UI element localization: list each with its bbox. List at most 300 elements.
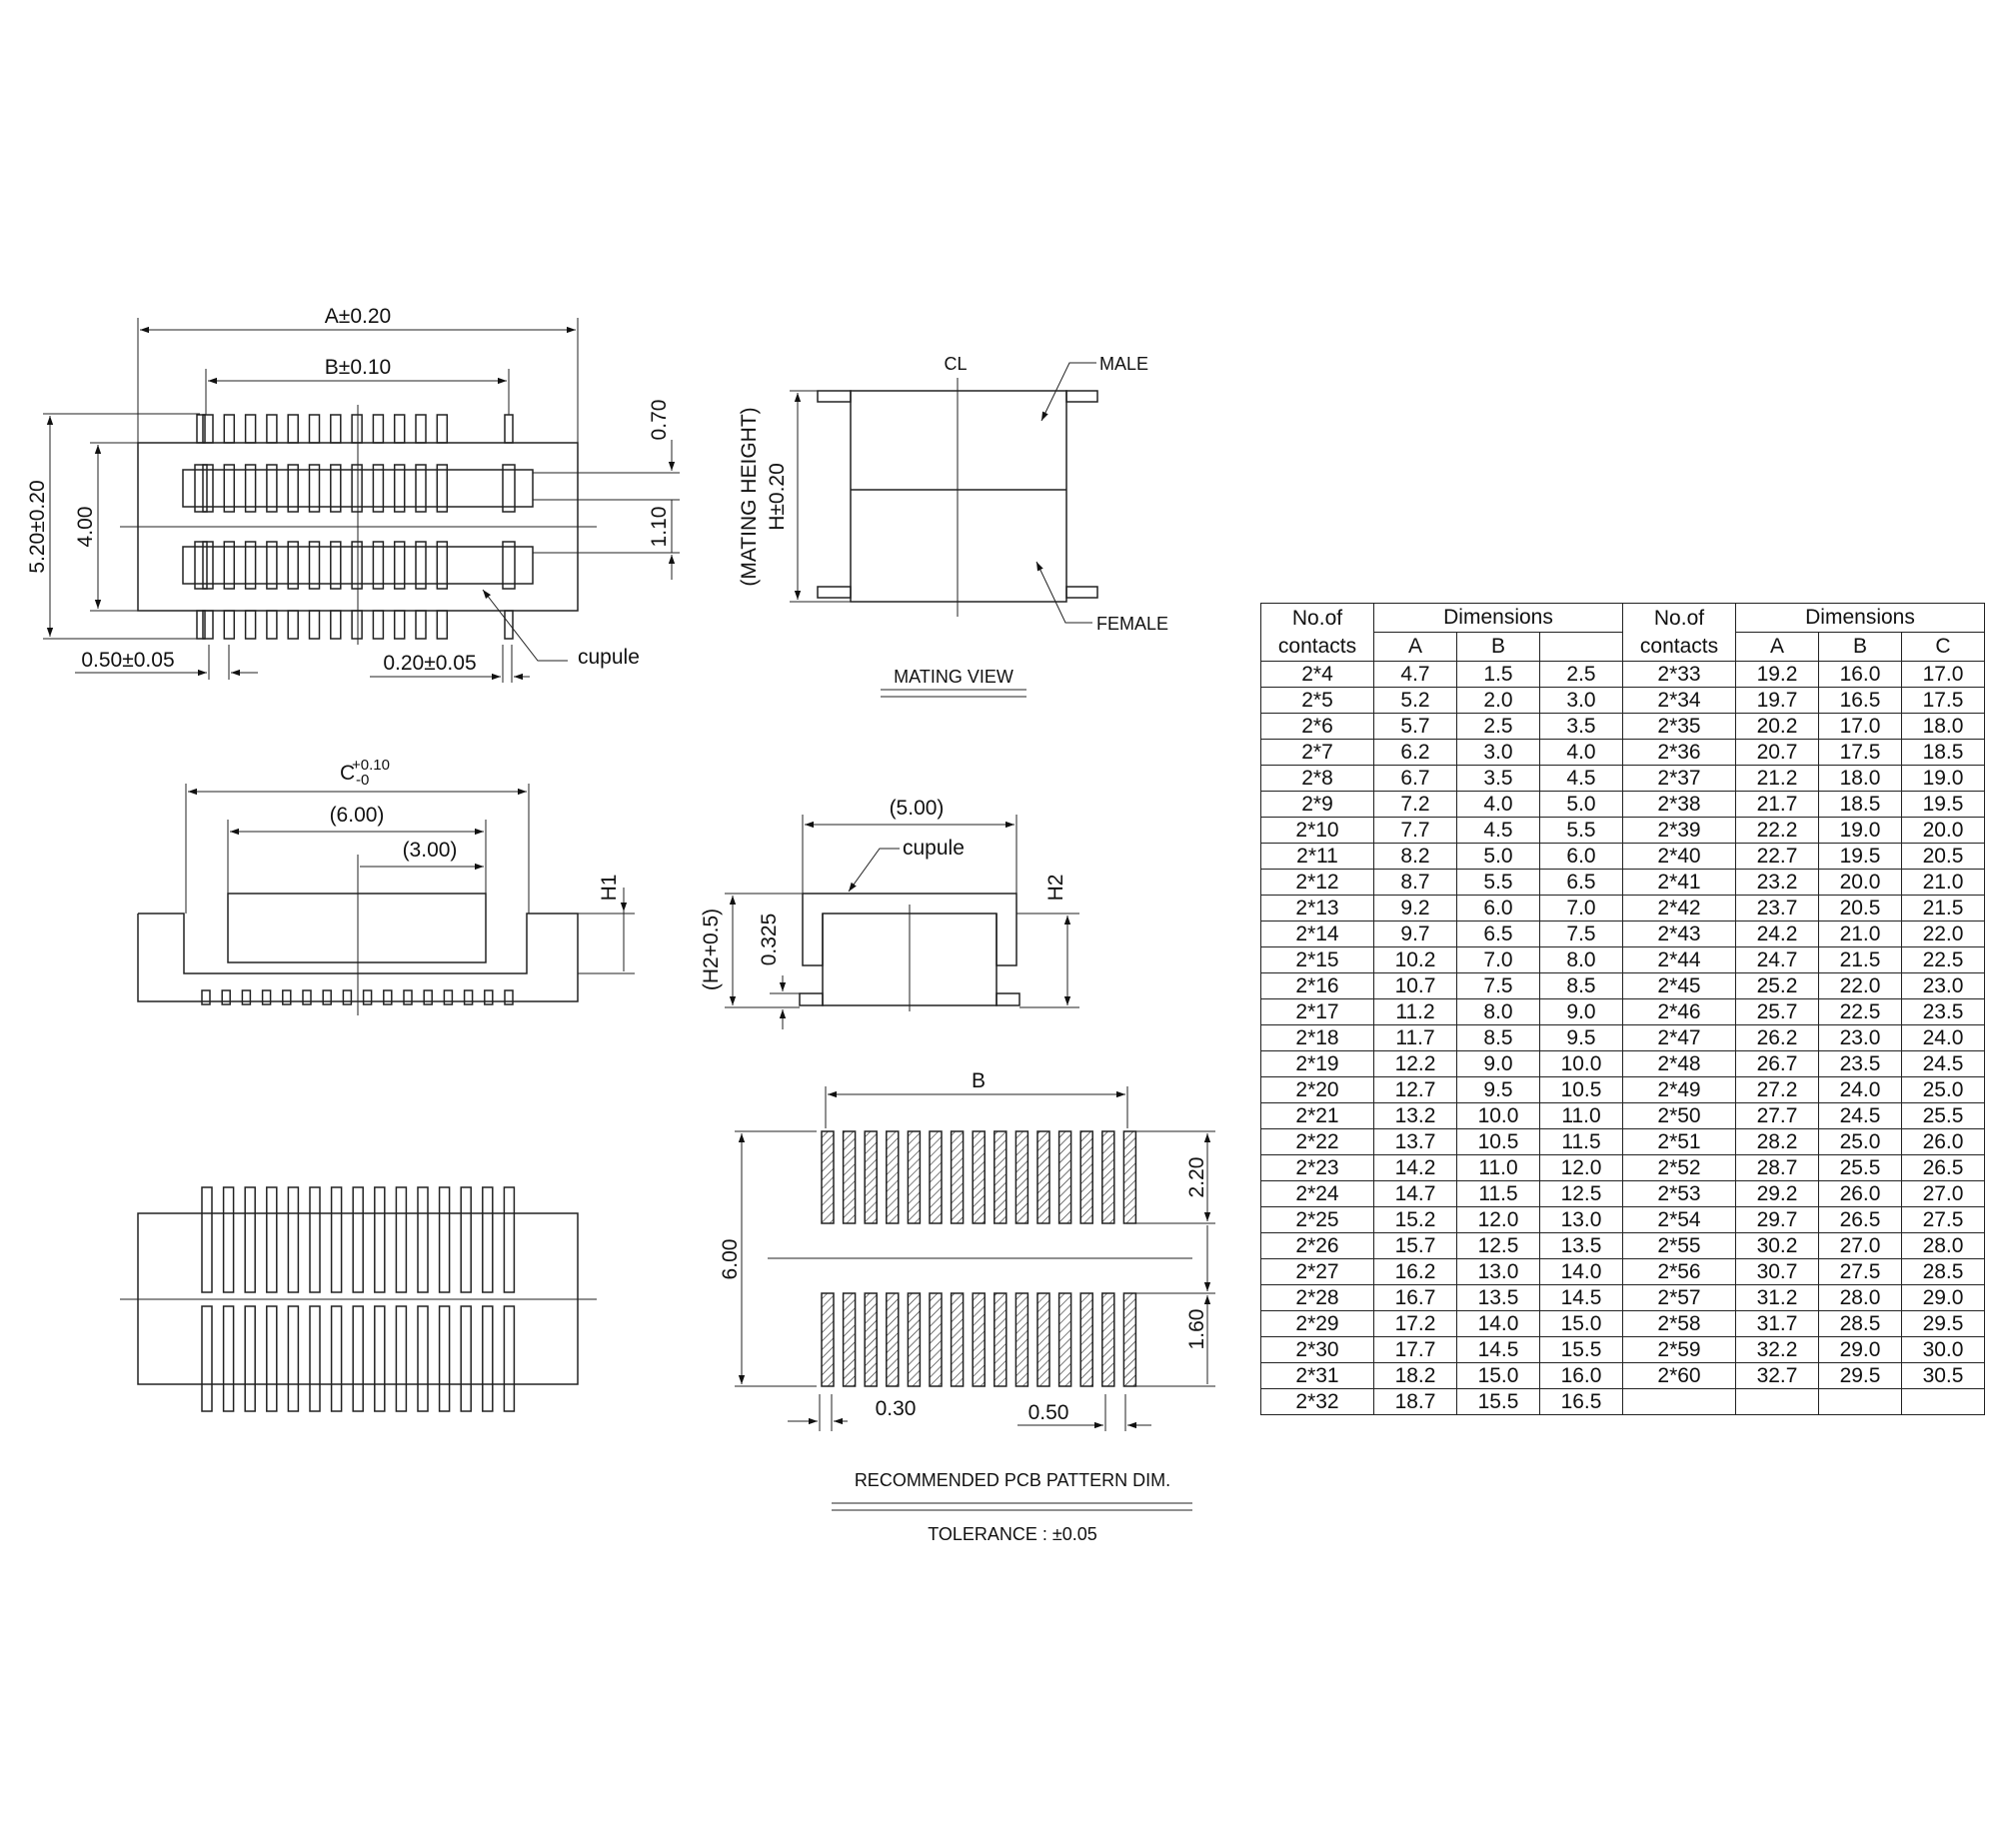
table-cell: 2*11 bbox=[1261, 844, 1374, 870]
table-cell: 26.0 bbox=[1819, 1181, 1902, 1207]
table-cell: 27.0 bbox=[1819, 1233, 1902, 1259]
table-cell: 10.7 bbox=[1374, 973, 1457, 999]
bottom-pin bbox=[202, 1187, 212, 1292]
bottom-pin bbox=[418, 1306, 428, 1411]
table-cell: 24.0 bbox=[1819, 1077, 1902, 1103]
table-cell: 13.0 bbox=[1540, 1207, 1623, 1233]
table-cell: 2*19 bbox=[1261, 1051, 1374, 1077]
table-cell: 1.5 bbox=[1457, 662, 1540, 688]
table-cell: 9.2 bbox=[1374, 896, 1457, 922]
table-cell: 7.2 bbox=[1374, 792, 1457, 818]
table-cell bbox=[1902, 1389, 1985, 1415]
header-contacts-left: No.of contacts bbox=[1261, 604, 1374, 662]
table-row bbox=[1261, 922, 1985, 947]
table-cell: 22.0 bbox=[1819, 973, 1902, 999]
bottom-pin bbox=[224, 1306, 234, 1411]
table-cell: 2*15 bbox=[1261, 947, 1374, 973]
table-cell: 22.5 bbox=[1819, 999, 1902, 1025]
table-cell: 2*51 bbox=[1623, 1129, 1736, 1155]
top-pin bbox=[437, 415, 447, 443]
table-cell: 25.0 bbox=[1902, 1077, 1985, 1103]
table-cell: 24.5 bbox=[1902, 1051, 1985, 1077]
table-row bbox=[1261, 1025, 1985, 1051]
table-row bbox=[1261, 1103, 1985, 1129]
top-contact bbox=[416, 542, 426, 589]
table-cell: 25.7 bbox=[1736, 999, 1819, 1025]
header-col-c-left bbox=[1540, 633, 1623, 662]
h2-label: H2 bbox=[1044, 874, 1067, 902]
table-cell: 17.0 bbox=[1819, 714, 1902, 740]
pcb-pad bbox=[1059, 1131, 1071, 1223]
top-contact bbox=[224, 542, 234, 589]
bottom-pin bbox=[353, 1306, 363, 1411]
top-pin bbox=[416, 611, 426, 639]
header-col-b-right: B bbox=[1819, 633, 1902, 662]
table-cell: 2*29 bbox=[1261, 1311, 1374, 1337]
header-col-b-left: B bbox=[1457, 633, 1540, 662]
table-cell: 2*59 bbox=[1623, 1337, 1736, 1363]
table-cell: 20.0 bbox=[1819, 870, 1902, 896]
table-cell: 23.5 bbox=[1819, 1051, 1902, 1077]
female-label: FEMALE bbox=[1096, 614, 1169, 634]
pcb-pad bbox=[952, 1131, 964, 1223]
table-cell: 7.0 bbox=[1540, 896, 1623, 922]
table-cell: 27.5 bbox=[1819, 1259, 1902, 1285]
pcb-pad bbox=[930, 1293, 942, 1386]
table-cell: 22.2 bbox=[1736, 818, 1819, 844]
side-pin bbox=[242, 990, 250, 1004]
side-view bbox=[138, 784, 635, 1015]
bottom-pin bbox=[353, 1187, 363, 1292]
table-cell: 32.2 bbox=[1736, 1337, 1819, 1363]
side-pin bbox=[465, 990, 473, 1004]
top-pin bbox=[416, 415, 426, 443]
table-cell: 2*6 bbox=[1261, 714, 1374, 740]
table-cell: 15.7 bbox=[1374, 1233, 1457, 1259]
table-cell: 2*38 bbox=[1623, 792, 1736, 818]
table-cell: 16.5 bbox=[1819, 688, 1902, 714]
table-cell: 21.7 bbox=[1736, 792, 1819, 818]
table-cell: 10.0 bbox=[1457, 1103, 1540, 1129]
table-cell: 2.5 bbox=[1457, 714, 1540, 740]
table-cell: 2*28 bbox=[1261, 1285, 1374, 1311]
top-end-contact bbox=[195, 465, 207, 512]
top-contact bbox=[416, 465, 426, 512]
table-cell: 2*35 bbox=[1623, 714, 1736, 740]
pcb-pad bbox=[1037, 1131, 1049, 1223]
mating-height-label: (MATING HEIGHT) bbox=[738, 407, 761, 587]
header-dimensions-left: Dimensions bbox=[1374, 604, 1623, 633]
table-cell: 32.7 bbox=[1736, 1363, 1819, 1389]
pcb-pad bbox=[844, 1131, 856, 1223]
header-col-c-right: C bbox=[1902, 633, 1985, 662]
table-cell: 22.7 bbox=[1736, 844, 1819, 870]
table-cell: 2.5 bbox=[1540, 662, 1623, 688]
table-cell: 8.2 bbox=[1374, 844, 1457, 870]
dim-a-label: A±0.20 bbox=[324, 305, 392, 328]
pcb-pad bbox=[1080, 1131, 1092, 1223]
table-cell: 6.7 bbox=[1374, 766, 1457, 792]
table-cell: 31.7 bbox=[1736, 1311, 1819, 1337]
cupule-label-end: cupule bbox=[903, 837, 965, 860]
table-cell: 25.2 bbox=[1736, 973, 1819, 999]
table-cell: 6.5 bbox=[1457, 922, 1540, 947]
table-cell: 2*36 bbox=[1623, 740, 1736, 766]
table-cell: 8.5 bbox=[1457, 1025, 1540, 1051]
table-cell: 5.0 bbox=[1540, 792, 1623, 818]
table-cell: 17.0 bbox=[1902, 662, 1985, 688]
table-cell: 13.7 bbox=[1374, 1129, 1457, 1155]
dim-400-label: 4.00 bbox=[74, 506, 97, 548]
table-row bbox=[1261, 766, 1985, 792]
pcb-pad bbox=[952, 1293, 964, 1386]
table-cell: 12.0 bbox=[1540, 1155, 1623, 1181]
table-cell: 2*7 bbox=[1261, 740, 1374, 766]
table-row bbox=[1261, 1181, 1985, 1207]
table-cell: 2*46 bbox=[1623, 999, 1736, 1025]
table-cell: 30.2 bbox=[1736, 1233, 1819, 1259]
table-row bbox=[1261, 1363, 1985, 1389]
top-contact bbox=[310, 465, 320, 512]
side-pin bbox=[444, 990, 452, 1004]
table-cell: 12.5 bbox=[1457, 1233, 1540, 1259]
table-cell: 18.5 bbox=[1819, 792, 1902, 818]
pcb-pad bbox=[887, 1131, 899, 1223]
table-cell: 17.5 bbox=[1819, 740, 1902, 766]
table-cell: 18.0 bbox=[1819, 766, 1902, 792]
table-cell: 2*33 bbox=[1623, 662, 1736, 688]
table-cell: 10.5 bbox=[1457, 1129, 1540, 1155]
table-cell: 2*56 bbox=[1623, 1259, 1736, 1285]
table-cell: 18.7 bbox=[1374, 1389, 1457, 1415]
table-row bbox=[1261, 1207, 1985, 1233]
top-pin bbox=[310, 611, 320, 639]
table-cell: 4.0 bbox=[1457, 792, 1540, 818]
table-cell: 4.0 bbox=[1540, 740, 1623, 766]
top-pin bbox=[352, 611, 362, 639]
table-cell: 29.0 bbox=[1902, 1285, 1985, 1311]
dim-c-label: C bbox=[340, 762, 356, 785]
table-cell: 14.2 bbox=[1374, 1155, 1457, 1181]
table-cell: 18.5 bbox=[1902, 740, 1985, 766]
top-contact bbox=[395, 542, 405, 589]
table-cell: 15.2 bbox=[1374, 1207, 1457, 1233]
table-cell: 2*30 bbox=[1261, 1337, 1374, 1363]
table-cell: 8.7 bbox=[1374, 870, 1457, 896]
pcb-pad bbox=[1102, 1293, 1114, 1386]
top-pin bbox=[331, 611, 341, 639]
pcb-pattern-view bbox=[735, 1086, 1215, 1510]
table-cell: 27.2 bbox=[1736, 1077, 1819, 1103]
table-cell: 24.7 bbox=[1736, 947, 1819, 973]
table-cell: 29.2 bbox=[1736, 1181, 1819, 1207]
side-pin bbox=[263, 990, 271, 1004]
top-end-contact bbox=[195, 542, 207, 589]
top-contact bbox=[267, 542, 277, 589]
bottom-pin bbox=[245, 1306, 255, 1411]
table-cell: 2*25 bbox=[1261, 1207, 1374, 1233]
bottom-pin bbox=[396, 1306, 406, 1411]
table-row bbox=[1261, 1051, 1985, 1077]
top-contact bbox=[267, 465, 277, 512]
side-pin bbox=[343, 990, 351, 1004]
table-row bbox=[1261, 1259, 1985, 1285]
table-cell: 26.5 bbox=[1819, 1207, 1902, 1233]
top-end-contact bbox=[503, 542, 515, 589]
table-cell: 27.0 bbox=[1902, 1181, 1985, 1207]
table-cell: 5.5 bbox=[1540, 818, 1623, 844]
cupule-label-top: cupule bbox=[578, 646, 640, 669]
side-pin bbox=[323, 990, 331, 1004]
h2-plus-label: (H2+0.5) bbox=[700, 908, 723, 991]
table-row bbox=[1261, 662, 1985, 688]
bottom-pin bbox=[440, 1306, 450, 1411]
table-cell: 15.0 bbox=[1457, 1363, 1540, 1389]
table-cell: 26.0 bbox=[1902, 1129, 1985, 1155]
table-cell: 2*50 bbox=[1623, 1103, 1736, 1129]
table-cell: 2*60 bbox=[1623, 1363, 1736, 1389]
side-pin bbox=[222, 990, 230, 1004]
table-cell: 2*8 bbox=[1261, 766, 1374, 792]
table-cell: 2*40 bbox=[1623, 844, 1736, 870]
table-cell: 21.5 bbox=[1902, 896, 1985, 922]
table-cell: 21.2 bbox=[1736, 766, 1819, 792]
table-cell: 30.0 bbox=[1902, 1337, 1985, 1363]
table-cell: 23.0 bbox=[1902, 973, 1985, 999]
table-cell: 24.5 bbox=[1819, 1103, 1902, 1129]
pcb-pad bbox=[995, 1293, 1006, 1386]
top-pin bbox=[246, 611, 256, 639]
table-cell: 28.0 bbox=[1819, 1285, 1902, 1311]
table-cell: 11.2 bbox=[1374, 999, 1457, 1025]
top-pin bbox=[267, 415, 277, 443]
pcb-pad bbox=[973, 1293, 985, 1386]
table-cell: 2*57 bbox=[1623, 1285, 1736, 1311]
table-cell: 2*55 bbox=[1623, 1233, 1736, 1259]
table-cell: 2*43 bbox=[1623, 922, 1736, 947]
table-cell: 11.0 bbox=[1457, 1155, 1540, 1181]
top-contact bbox=[437, 542, 447, 589]
bottom-pin bbox=[267, 1306, 277, 1411]
table-cell: 2*54 bbox=[1623, 1207, 1736, 1233]
table-cell: 23.5 bbox=[1902, 999, 1985, 1025]
bottom-pin bbox=[375, 1306, 385, 1411]
table-cell: 2*22 bbox=[1261, 1129, 1374, 1155]
pcb-pad bbox=[973, 1131, 985, 1223]
top-contact bbox=[288, 542, 298, 589]
table-cell: 20.5 bbox=[1819, 896, 1902, 922]
top-pin bbox=[246, 415, 256, 443]
table-cell: 2*37 bbox=[1623, 766, 1736, 792]
table-cell: 2*5 bbox=[1261, 688, 1374, 714]
table-cell: 6.2 bbox=[1374, 740, 1457, 766]
top-contact bbox=[224, 465, 234, 512]
bottom-pin bbox=[288, 1187, 298, 1292]
table-cell: 2*18 bbox=[1261, 1025, 1374, 1051]
table-cell: 3.0 bbox=[1457, 740, 1540, 766]
table-cell: 24.0 bbox=[1902, 1025, 1985, 1051]
table-cell: 16.7 bbox=[1374, 1285, 1457, 1311]
top-contact bbox=[203, 542, 213, 589]
table-cell: 29.5 bbox=[1902, 1311, 1985, 1337]
table-cell: 28.0 bbox=[1902, 1233, 1985, 1259]
table-cell: 25.5 bbox=[1902, 1103, 1985, 1129]
table-cell: 21.5 bbox=[1819, 947, 1902, 973]
table-cell: 2*16 bbox=[1261, 973, 1374, 999]
bottom-pin bbox=[332, 1187, 342, 1292]
table-cell: 30.5 bbox=[1902, 1363, 1985, 1389]
table-row bbox=[1261, 688, 1985, 714]
dim-160-pcb-label: 1.60 bbox=[1185, 1308, 1208, 1350]
table-cell: 10.2 bbox=[1374, 947, 1457, 973]
side-pin bbox=[485, 990, 493, 1004]
top-pin bbox=[373, 415, 383, 443]
dim-050-label: 0.50±0.05 bbox=[81, 649, 175, 672]
dim-c-minus-label: -0 bbox=[356, 772, 370, 789]
table-cell: 25.0 bbox=[1819, 1129, 1902, 1155]
pcb-pad bbox=[1037, 1293, 1049, 1386]
top-end-pin bbox=[197, 415, 205, 443]
table-cell: 17.5 bbox=[1902, 688, 1985, 714]
table-cell: 20.0 bbox=[1902, 818, 1985, 844]
table-cell: 2*17 bbox=[1261, 999, 1374, 1025]
table-row bbox=[1261, 1285, 1985, 1311]
table-cell: 14.5 bbox=[1457, 1337, 1540, 1363]
table-cell: 13.5 bbox=[1540, 1233, 1623, 1259]
table-cell: 20.5 bbox=[1902, 844, 1985, 870]
top-contact bbox=[395, 465, 405, 512]
table-cell: 12.5 bbox=[1540, 1181, 1623, 1207]
pcb-pad bbox=[908, 1131, 920, 1223]
mating-view-title: MATING VIEW bbox=[894, 667, 1013, 687]
table-cell: 2*9 bbox=[1261, 792, 1374, 818]
top-end-pin bbox=[197, 611, 205, 639]
table-cell: 10.5 bbox=[1540, 1077, 1623, 1103]
table-cell: 22.0 bbox=[1902, 922, 1985, 947]
table-cell: 3.5 bbox=[1457, 766, 1540, 792]
table-cell: 2*27 bbox=[1261, 1259, 1374, 1285]
table-cell: 2*4 bbox=[1261, 662, 1374, 688]
top-contact bbox=[246, 465, 256, 512]
table-cell: 7.5 bbox=[1540, 922, 1623, 947]
table-cell bbox=[1623, 1389, 1736, 1415]
pcb-pad bbox=[887, 1293, 899, 1386]
header-contacts-right: No.of contacts bbox=[1623, 604, 1736, 662]
table-cell: 5.5 bbox=[1457, 870, 1540, 896]
table-cell: 23.2 bbox=[1736, 870, 1819, 896]
centerline-label: CL bbox=[944, 354, 968, 374]
table-cell bbox=[1819, 1389, 1902, 1415]
pcb-pad bbox=[822, 1293, 834, 1386]
top-pin bbox=[352, 415, 362, 443]
side-pin bbox=[424, 990, 432, 1004]
pcb-pad bbox=[930, 1131, 942, 1223]
table-row bbox=[1261, 714, 1985, 740]
dim-300-side-label: (3.00) bbox=[402, 839, 458, 862]
table-cell: 5.7 bbox=[1374, 714, 1457, 740]
pcb-pad bbox=[1015, 1293, 1027, 1386]
table-cell: 19.0 bbox=[1819, 818, 1902, 844]
top-end-pin bbox=[505, 415, 513, 443]
table-cell: 3.5 bbox=[1540, 714, 1623, 740]
table-cell: 2*52 bbox=[1623, 1155, 1736, 1181]
bottom-pin bbox=[418, 1187, 428, 1292]
table-cell: 20.2 bbox=[1736, 714, 1819, 740]
bottom-pin bbox=[504, 1187, 514, 1292]
table-cell: 14.7 bbox=[1374, 1181, 1457, 1207]
table-cell: 16.0 bbox=[1819, 662, 1902, 688]
pcb-pad bbox=[865, 1131, 877, 1223]
table-cell: 27.5 bbox=[1902, 1207, 1985, 1233]
top-end-pin bbox=[505, 611, 513, 639]
table-cell: 8.5 bbox=[1540, 973, 1623, 999]
dim-0325-label: 0.325 bbox=[758, 913, 781, 966]
table-cell: 28.5 bbox=[1902, 1259, 1985, 1285]
table-cell: 2.0 bbox=[1457, 688, 1540, 714]
table-cell: 4.5 bbox=[1540, 766, 1623, 792]
bottom-pin bbox=[461, 1306, 471, 1411]
table-cell: 11.5 bbox=[1540, 1129, 1623, 1155]
table-cell: 15.5 bbox=[1457, 1389, 1540, 1415]
top-contact bbox=[288, 465, 298, 512]
table-cell: 2*26 bbox=[1261, 1233, 1374, 1259]
top-contact bbox=[437, 465, 447, 512]
top-pin bbox=[288, 611, 298, 639]
table-cell: 9.0 bbox=[1540, 999, 1623, 1025]
table-cell: 18.2 bbox=[1374, 1363, 1457, 1389]
table-cell: 26.5 bbox=[1902, 1155, 1985, 1181]
dim-020-label: 0.20±0.05 bbox=[383, 652, 477, 675]
table-cell: 2*41 bbox=[1623, 870, 1736, 896]
table-cell: 14.5 bbox=[1540, 1285, 1623, 1311]
bottom-pin bbox=[202, 1306, 212, 1411]
pcb-pattern-title: RECOMMENDED PCB PATTERN DIM. bbox=[854, 1470, 1171, 1490]
table-cell: 29.7 bbox=[1736, 1207, 1819, 1233]
table-cell: 13.5 bbox=[1457, 1285, 1540, 1311]
dim-600-side-label: (6.00) bbox=[329, 804, 385, 827]
table-row bbox=[1261, 1311, 1985, 1337]
side-pin bbox=[505, 990, 513, 1004]
h1-label: H1 bbox=[598, 874, 621, 902]
table-cell: 2*20 bbox=[1261, 1077, 1374, 1103]
table-cell: 4.7 bbox=[1374, 662, 1457, 688]
mating-view bbox=[790, 363, 1097, 697]
table-cell: 30.7 bbox=[1736, 1259, 1819, 1285]
bottom-view bbox=[120, 1187, 597, 1411]
side-pin bbox=[202, 990, 210, 1004]
table-row bbox=[1261, 1337, 1985, 1363]
table-cell: 13.2 bbox=[1374, 1103, 1457, 1129]
table-cell: 8.0 bbox=[1457, 999, 1540, 1025]
pcb-pad bbox=[908, 1293, 920, 1386]
h-tolerance-label: H±0.20 bbox=[766, 463, 789, 531]
table-cell: 19.0 bbox=[1902, 766, 1985, 792]
table-cell: 26.7 bbox=[1736, 1051, 1819, 1077]
table-cell: 26.2 bbox=[1736, 1025, 1819, 1051]
side-pin bbox=[404, 990, 412, 1004]
table-cell: 23.7 bbox=[1736, 896, 1819, 922]
top-contact bbox=[352, 465, 362, 512]
top-pin bbox=[224, 611, 234, 639]
table-row bbox=[1261, 844, 1985, 870]
table-cell: 2*53 bbox=[1623, 1181, 1736, 1207]
top-pin bbox=[267, 611, 277, 639]
header-col-a-left: A bbox=[1374, 633, 1457, 662]
table-cell bbox=[1736, 1389, 1819, 1415]
table-cell: 17.2 bbox=[1374, 1311, 1457, 1337]
top-contact bbox=[310, 542, 320, 589]
pcb-pad bbox=[1080, 1293, 1092, 1386]
